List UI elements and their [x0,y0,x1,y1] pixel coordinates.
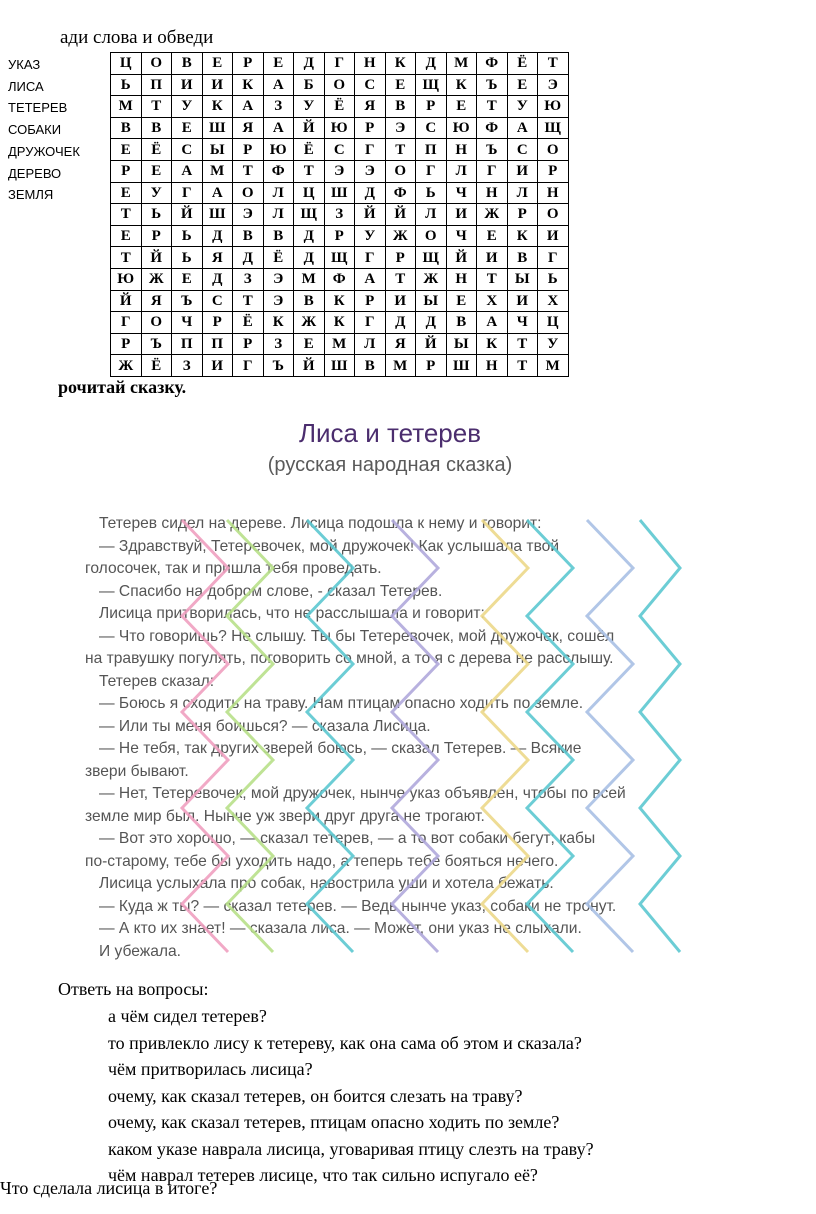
grid-cell: Р [233,333,264,355]
grid-cell: И [538,225,569,247]
grid-cell: Т [385,139,416,161]
grid-cell: Е [385,74,416,96]
grid-cell: Х [538,290,569,312]
story-text [85,513,745,963]
grid-cell: Т [538,53,569,75]
grid-cell: О [385,160,416,182]
grid-cell: Р [141,225,172,247]
grid-cell: Д [233,247,264,269]
grid-cell: Р [385,247,416,269]
story-line: — Боюсь я сходить на траву. Нам птицам опасно ходить по земле. [99,695,584,712]
story-line: — Спасибо на добром слове, - сказал Тетерев. [99,582,443,600]
grid-row [111,312,569,334]
grid-cell: Т [141,96,172,118]
grid-row [111,268,569,290]
grid-row [111,53,569,75]
grid-cell: Л [355,333,386,355]
grid-cell: Ф [263,160,294,182]
grid-cell: Е [294,333,325,355]
grid-cell: Ё [141,355,172,377]
grid-cell: И [507,160,538,182]
grid-cell: Й [172,204,203,226]
grid-cell: Т [111,204,142,226]
grid-cell: Р [111,333,142,355]
grid-cell: О [324,74,355,96]
story-line: на травушку погулять, поговорить со мной, а то я с дерева не расслышу. [85,650,614,667]
grid-cell: Й [141,247,172,269]
grid-cell: А [507,117,538,139]
grid-cell: Л [507,182,538,204]
grid-cell: Ш [324,182,355,204]
grid-row [111,290,569,312]
story-line: — Куда ж ты? — сказал тетерев. — Ведь нынче указ, собаки не тронут. [99,897,617,915]
grid-cell: Ф [477,117,508,139]
grid-cell: Ё [263,247,294,269]
grid-cell: Г [355,139,386,161]
grid-cell: У [507,96,538,118]
grid-cell: Ч [446,182,477,204]
question-item: очему, как сказал тетерев, он боится слезать на траву? [108,1085,523,1106]
grid-cell: З [233,268,264,290]
grid-cell: О [416,225,447,247]
grid-cell: У [355,225,386,247]
story-line: — Не тебя, так других зверей боюсь, — сказал Тетерев. — Всякие [99,740,582,757]
question-item: а чём сидел тетерев? [108,1006,267,1026]
grid-cell: А [172,160,203,182]
grid-cell: Г [172,182,203,204]
grid-cell: Й [111,290,142,312]
grid-cell: З [324,204,355,226]
grid-cell: О [538,204,569,226]
grid-cell: Б [294,74,325,96]
grid-cell: М [324,333,355,355]
grid-cell: Н [446,268,477,290]
grid-cell: М [202,160,233,182]
grid-cell: О [141,53,172,75]
story-line: Лисица услыхала про собак, навострила уши и хотела бежать. [99,875,554,892]
word-list-item: ДРУЖОЧЕК [8,143,80,159]
word-list-item: УКАЗ [8,57,41,72]
grid-cell: Ю [538,96,569,118]
word-list-item: СОБАКИ [8,122,62,138]
grid-cell: Ц [538,312,569,334]
word-list-item: ЛИСА [8,78,44,94]
grid-cell: Щ [294,204,325,226]
question-list [108,1003,594,1189]
grid-cell: Й [355,204,386,226]
grid-cell: К [263,312,294,334]
grid-cell: Щ [324,247,355,269]
grid-cell: Ю [324,117,355,139]
grid-cell: К [233,74,264,96]
question-item: каком указе наврала лисица, уговаривая птицу слезть на траву? [108,1138,594,1159]
task-instruction-read: рочитай сказку. [58,377,187,397]
grid-cell: М [446,53,477,75]
grid-cell: Э [263,268,294,290]
grid-cell: Л [416,204,447,226]
grid-cell: Е [202,53,233,75]
grid-cell: Ж [385,225,416,247]
grid-cell: Р [416,96,447,118]
grid-cell: Ё [141,139,172,161]
grid-cell: С [355,74,386,96]
grid-row [111,117,569,139]
grid-cell: Й [446,247,477,269]
grid-cell: Ъ [172,290,203,312]
grid-cell: Г [111,312,142,334]
grid-cell: Н [538,182,569,204]
grid-cell: Ч [507,312,538,334]
grid-cell: Г [233,355,264,377]
grid-cell: Ф [477,53,508,75]
grid-cell: В [263,225,294,247]
grid-cell: И [172,74,203,96]
grid-cell: Я [355,96,386,118]
grid-cell: А [202,182,233,204]
grid-cell: З [172,355,203,377]
grid-cell: У [294,96,325,118]
grid-cell: В [172,53,203,75]
grid-cell: Е [446,290,477,312]
grid-row [111,333,569,355]
grid-cell: Е [477,225,508,247]
grid-cell: Н [355,53,386,75]
story-title: Лиса и тетерев [298,418,482,448]
grid-cell: У [141,182,172,204]
grid-cell: Э [263,290,294,312]
grid-row [111,74,569,96]
grid-cell: Д [355,182,386,204]
grid-cell: Й [385,204,416,226]
grid-cell: Е [111,182,142,204]
grid-cell: И [202,355,233,377]
grid-cell: Й [294,355,325,377]
grid-cell: Ф [324,268,355,290]
grid-cell: Д [202,225,233,247]
grid-row [111,160,569,182]
story-line: — Что говоришь? Не слышу. Ты бы Тетеревочек, мой дружочек, сошёл [99,627,615,645]
grid-cell: Щ [416,247,447,269]
grid-cell: Ь [172,225,203,247]
grid-cell: С [416,117,447,139]
grid-cell: Я [202,247,233,269]
grid-cell: Щ [538,117,569,139]
story-line: Тетерев сидел на дереве. Лисица подошла к нему и говорит: [99,515,542,532]
question-item: чём наврал тетерев лисице, что так сильно испугало её? [108,1165,538,1185]
grid-cell: К [202,96,233,118]
grid-cell: И [477,247,508,269]
grid-cell: Г [355,312,386,334]
grid-cell: Ь [172,247,203,269]
word-list [8,54,80,206]
grid-cell: В [385,96,416,118]
grid-cell: О [141,312,172,334]
grid-cell: И [385,290,416,312]
grid-cell: Ы [416,290,447,312]
word-list-item: ТЕТЕРЕВ [8,100,68,116]
grid-cell: Д [416,312,447,334]
grid-cell: Ю [263,139,294,161]
grid-cell: А [263,74,294,96]
grid-cell: Е [263,53,294,75]
grid-cell: Р [111,160,142,182]
grid-cell: Д [385,312,416,334]
grid-cell: К [446,74,477,96]
story-line: Лисица притворилась, что не расслышала и говорит: [99,605,485,622]
grid-cell: В [294,290,325,312]
grid-cell: Е [172,268,203,290]
story-subtitle: (русская народная сказка) [267,454,513,476]
grid-cell: Н [446,139,477,161]
grid-cell: С [324,139,355,161]
grid-cell: П [141,74,172,96]
answer-heading: Ответь на вопросы: [58,979,209,999]
grid-cell: Ё [324,96,355,118]
grid-cell: М [538,355,569,377]
grid-row [111,139,569,161]
grid-cell: Й [294,117,325,139]
grid-cell: Я [141,290,172,312]
grid-cell: Х [477,290,508,312]
grid-cell: Е [172,117,203,139]
grid-cell: С [172,139,203,161]
grid-cell: П [172,333,203,355]
grid-row [111,225,569,247]
grid-cell: А [477,312,508,334]
story-line: голосочек, так и пришла тебя проведать. [85,560,382,577]
grid-cell: Т [385,268,416,290]
grid-cell: З [263,333,294,355]
grid-cell: Р [324,225,355,247]
grid-cell: Я [233,117,264,139]
grid-cell: Р [538,160,569,182]
grid-cell: Р [507,204,538,226]
grid-cell: Ш [202,204,233,226]
grid-cell: У [172,96,203,118]
grid-cell: П [416,139,447,161]
grid-cell: Ж [141,268,172,290]
grid-cell: К [507,225,538,247]
grid-cell: Ж [477,204,508,226]
grid-cell: Э [233,204,264,226]
grid-cell: Ъ [477,74,508,96]
grid-cell: С [507,139,538,161]
grid-cell: Д [202,268,233,290]
grid-cell: Л [263,182,294,204]
grid-cell: Э [538,74,569,96]
grid-cell: Ь [141,204,172,226]
grid-cell: Т [507,333,538,355]
grid-cell: Т [477,96,508,118]
grid-cell: Т [294,160,325,182]
grid-cell: Д [294,247,325,269]
story-line: Тетерев сказал: [99,672,215,690]
grid-cell: Т [233,290,264,312]
grid-cell: Ц [294,182,325,204]
grid-cell: Ё [233,312,264,334]
grid-cell: Р [355,290,386,312]
word-list-item: ЗЕМЛЯ [8,187,54,203]
grid-cell: С [202,290,233,312]
grid-cell: Ы [446,333,477,355]
grid-cell: Ь [416,182,447,204]
grid-cell: Л [263,204,294,226]
grid-cell: Е [446,96,477,118]
grid-cell: Н [477,355,508,377]
story-line: — Вот это хорошо, — сказал тетерев, — а то вот собаки бегут; кабы [99,830,596,847]
grid-cell: Ъ [477,139,508,161]
grid-cell: К [385,53,416,75]
grid-cell: В [355,355,386,377]
grid-cell: Ш [446,355,477,377]
grid-cell: М [385,355,416,377]
grid-cell: Ж [294,312,325,334]
grid-cell: Д [294,53,325,75]
grid-cell: Е [507,74,538,96]
grid-cell: Ж [416,268,447,290]
grid-cell: Ф [385,182,416,204]
grid-cell: В [446,312,477,334]
grid-cell: В [111,117,142,139]
grid-cell: О [538,139,569,161]
grid-cell: Л [446,160,477,182]
grid-cell: Ы [202,139,233,161]
grid-cell: Ъ [141,333,172,355]
grid-cell: Ю [446,117,477,139]
grid-cell: А [263,117,294,139]
grid-cell: Д [294,225,325,247]
grid-cell: М [294,268,325,290]
grid-cell: В [233,225,264,247]
grid-cell: Ё [507,53,538,75]
grid-cell: Ц [111,53,142,75]
grid-cell: В [141,117,172,139]
question-item: чём притворилась лисица? [108,1059,313,1079]
grid-cell: Т [507,355,538,377]
grid-cell: М [111,96,142,118]
question-item: то привлекло лису к тетереву, как она сама об этом и сказала? [108,1032,582,1053]
grid-cell: Ё [294,139,325,161]
story-line: — А кто их знает! — сказала лиса. — Может, они указ не слыхали. [99,920,582,937]
grid-cell: Ж [111,355,142,377]
grid-cell: Г [416,160,447,182]
grid-cell: Ш [324,355,355,377]
story-line: по-старому, тебе бы уходить надо, а теперь тебе бояться нечего. [85,852,559,870]
grid-cell: Ь [538,268,569,290]
grid-cell: Й [416,333,447,355]
story-line: — Нет, Тетеревочек, мой дружочек, нынче указ объявлен, чтобы по всей [99,785,626,802]
grid-cell: Д [416,53,447,75]
grid-row [111,204,569,226]
grid-row [111,247,569,269]
grid-cell: Г [477,160,508,182]
grid-cell: А [355,268,386,290]
grid-cell: К [324,290,355,312]
grid-cell: Г [355,247,386,269]
grid-cell: Г [324,53,355,75]
grid-cell: З [263,96,294,118]
story-line: И убежала. [99,942,181,960]
word-list-item: ДЕРЕВО [8,165,62,181]
grid-cell: И [202,74,233,96]
grid-cell: Ч [446,225,477,247]
grid-cell: О [233,182,264,204]
grid-cell: П [202,333,233,355]
task-instruction-find-words: ади слова и обведи [60,27,214,48]
grid-cell: У [538,333,569,355]
grid-cell: И [507,290,538,312]
grid-row [111,355,569,377]
grid-cell: Щ [416,74,447,96]
grid-cell: Г [538,247,569,269]
question-item: очему, как сказал тетерев, птицам опасно ходить по земле? [108,1112,560,1132]
grid-cell: Ю [111,268,142,290]
grid-cell: В [507,247,538,269]
grid-cell: Р [202,312,233,334]
grid-cell: Э [355,160,386,182]
grid-cell: К [324,312,355,334]
story-line: звери бывают. [85,762,189,780]
grid-cell: Р [233,53,264,75]
grid-row [111,96,569,118]
grid-cell: Е [111,139,142,161]
grid-cell: Е [141,160,172,182]
grid-cell: Ы [507,268,538,290]
grid-cell: И [446,204,477,226]
story-line: земле мир был. Нынче уж звери друг друга не трогают. [85,807,485,825]
final-question: Что сделала лисица в итоге? [0,1178,218,1198]
grid-cell: Т [233,160,264,182]
grid-cell: Т [111,247,142,269]
story-line: — Здравствуй, Тетеревочек, мой дружочек! Как услышала твой [99,537,560,555]
grid-cell: Я [385,333,416,355]
story-line: — Или ты меня боишься? — сказала Лисица. [99,717,431,735]
grid-cell: Ч [172,312,203,334]
grid-cell: Ь [111,74,142,96]
grid-cell: Р [355,117,386,139]
grid-cell: Э [324,160,355,182]
grid-cell: Ъ [263,355,294,377]
grid-cell: Н [477,182,508,204]
grid-cell: Ш [202,117,233,139]
word-search-grid [110,52,569,377]
grid-cell: Р [233,139,264,161]
grid-cell: Т [477,268,508,290]
grid-cell: Э [385,117,416,139]
grid-cell: Е [111,225,142,247]
grid-row [111,182,569,204]
grid-cell: К [477,333,508,355]
grid-cell: А [233,96,264,118]
grid-cell: Р [416,355,447,377]
